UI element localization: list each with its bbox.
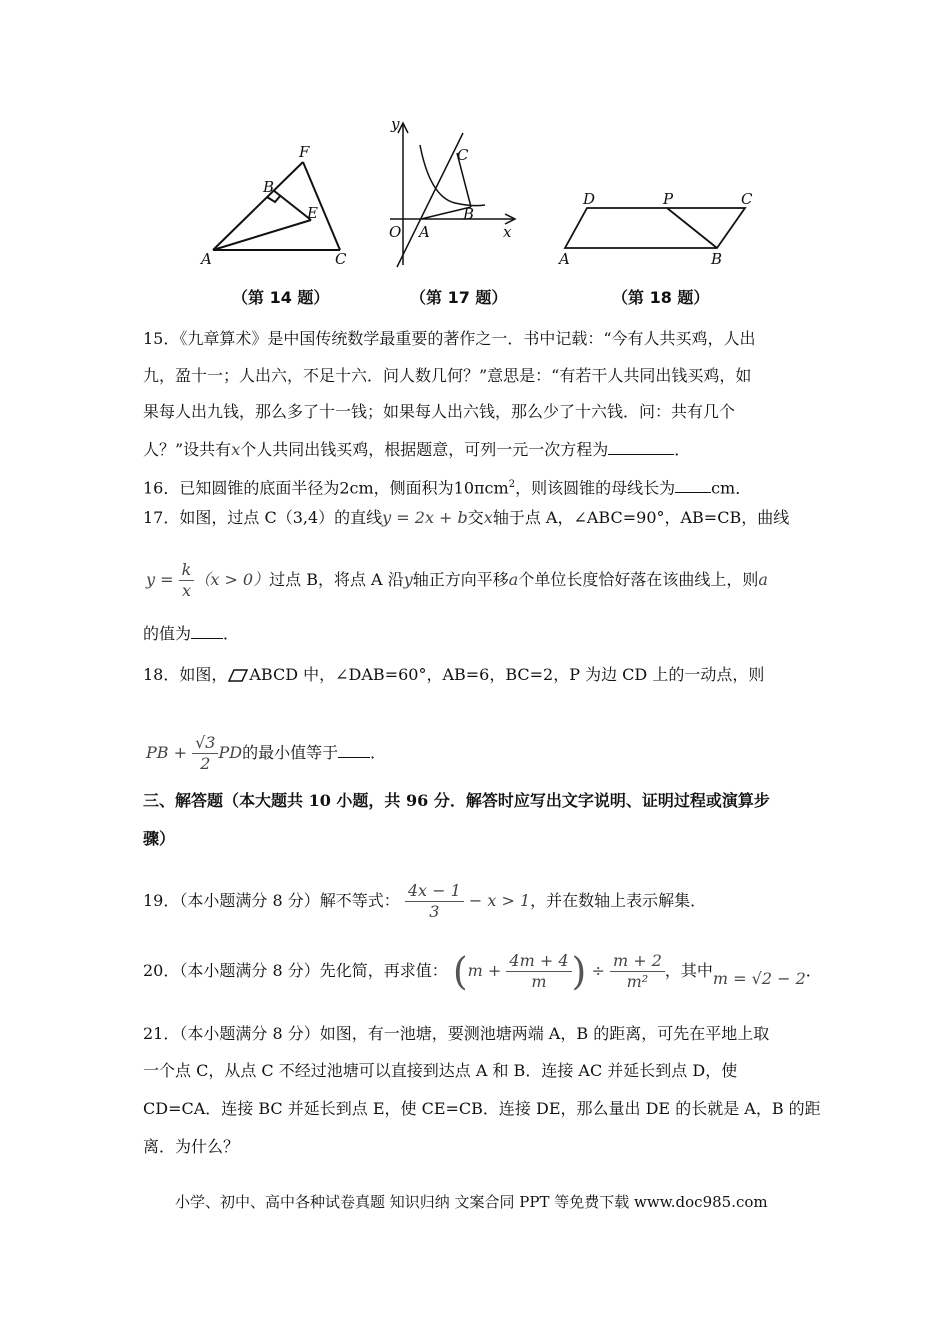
q17-frac-num: k: [179, 560, 195, 581]
q20-div: ÷: [591, 961, 605, 980]
q15-answer-blank[interactable]: [608, 438, 674, 455]
q17-answer-blank[interactable]: [191, 622, 223, 639]
q20-frac1-den: m: [531, 972, 547, 991]
fig17-label-c: C: [457, 146, 469, 164]
q17-fraction: [179, 560, 195, 601]
q18-text-a: 18．如图，: [143, 665, 228, 684]
q18-pd: PD: [218, 743, 243, 762]
q19-tail: − x > 1: [468, 891, 531, 910]
q17-var-a2: a: [758, 570, 768, 589]
q17-text-c: 轴于点 A，∠ABC=90°，AB=CB，曲线: [492, 508, 790, 527]
fig18-label-b: B: [711, 250, 723, 268]
q16-line: [143, 474, 751, 499]
q17-text-2a: 过点 B，将点 A 沿: [269, 570, 404, 589]
q16-text-c: cm．: [711, 478, 752, 498]
q20-text-a: 20．（本小题满分 8 分）先化简，再求值：: [143, 961, 448, 980]
fig17-label-a: A: [419, 223, 430, 241]
q15-text-b: 个人共同出钱买鸡，根据题意，可列一元一次方程为: [240, 440, 609, 459]
q16-answer-blank[interactable]: [675, 476, 711, 493]
section-3-heading-line-1: 三、解答题（本大题共 10 小题，共 96 分．解答时应写出文字说明、证明过程或演算步: [143, 791, 770, 810]
fig14-label-c: C: [335, 250, 347, 268]
q20-text-b: ，其中: [664, 961, 713, 980]
q15-line-3: 果每人出九钱，那么多了十一钱；如果每人出六钱，那么少了十六钱．问：共有几个: [143, 402, 736, 421]
q18-pb: PB +: [146, 743, 188, 762]
q18-text-2: 的最小值等于: [242, 743, 339, 762]
fig14-label-a: A: [201, 250, 212, 268]
q17-line-equation: y = 2x + b: [382, 508, 468, 527]
figure-14: [195, 140, 355, 270]
q18-answer-blank[interactable]: [338, 741, 370, 758]
q20-value: m = √2 − 2: [712, 969, 806, 988]
parallelogram-icon: [227, 667, 249, 683]
q17-text-2c: 个单位长度恰好落在该曲线上，则: [518, 570, 759, 589]
q18-line-1: [143, 664, 764, 686]
q21-line-2: 一个点 C，从点 C 不经过池塘可以直接到达点 A 和 B．连接 AC 并延长到点 D，使: [143, 1061, 738, 1080]
q20-fraction-1: [506, 951, 571, 992]
fig14-caption: （第 14 题）: [232, 288, 330, 307]
q17-var-a: a: [508, 570, 519, 589]
figure-17: [385, 115, 520, 275]
page-footer: 小学、初中、高中各种试卷真题 知识归纳 文案合同 PPT 等免费下载 www.doc985.com: [175, 1193, 768, 1211]
q15-text-end: ．: [674, 440, 691, 459]
q20-m: m +: [467, 961, 502, 980]
q17-line-2: [146, 557, 768, 603]
fig14-label-f: F: [299, 143, 310, 161]
q20-line: [143, 946, 822, 997]
fig17-label-x: x: [503, 223, 512, 241]
q17-frac-den: x: [181, 581, 191, 600]
q19-frac-den: 3: [429, 902, 440, 921]
q19-text-a: 19．（本小题满分 8 分）解不等式：: [143, 891, 400, 910]
fig17-label-y: y: [391, 115, 400, 133]
q17-text-3-end: ．: [223, 624, 240, 643]
q20-text-end: ．: [805, 961, 822, 980]
fig14-label-e: E: [307, 204, 318, 222]
fig18-caption: （第 18 题）: [612, 288, 710, 307]
q15-var-x: x: [231, 440, 241, 459]
q21-line-4: 离．为什么？: [143, 1137, 240, 1156]
fig18-label-a: A: [559, 250, 570, 268]
q19-frac-num: 4x − 1: [405, 881, 464, 902]
q20-frac1-num: 4m + 4: [506, 951, 571, 972]
q17-line-1: [143, 507, 789, 529]
fig17-caption: （第 17 题）: [410, 288, 508, 307]
q17-text-b: 交: [467, 508, 484, 527]
q18-line-2: [146, 730, 386, 776]
q17-text-a: 17．如图，过点 C（3,4）的直线: [143, 508, 383, 527]
q20-frac2-num: m + 2: [610, 951, 665, 972]
q17-text-2b: 轴正方向平移: [412, 570, 509, 589]
q17-var-y: y: [403, 570, 413, 589]
q16-text-b: ，则该圆锥的母线长为: [515, 478, 676, 498]
q16-sup: 2: [508, 479, 516, 490]
q18-text-b: ABCD 中，∠DAB=60°，AB=6，BC=2，P 为边 CD 上的一动点，则: [249, 665, 765, 684]
q17-var-x: x: [483, 508, 493, 527]
fig14-label-b: B: [263, 178, 275, 196]
fig17-label-b: B: [463, 205, 475, 223]
q20-fraction-2: [610, 951, 665, 992]
q16-text-a: 16．已知圆锥的底面半径为2cm，侧面积为10πcm: [143, 478, 509, 498]
q21-line-3: CD=CA．连接 BC 并延长到点 E，使 CE=CB．连接 DE，那么量出 DE 的长就是 A，B 的距: [143, 1099, 821, 1118]
q15-line-4: [143, 438, 690, 461]
q19-text-b: ，并在数轴上表示解集．: [530, 891, 707, 910]
q19-fraction: [405, 881, 464, 922]
q17-text-3: 的值为: [143, 624, 192, 643]
q17-y-eq: y =: [146, 570, 174, 589]
q15-text-a: 人？”设共有: [143, 440, 232, 459]
q20-paren-right: ): [571, 949, 587, 994]
figure-18: [555, 190, 760, 270]
q20-paren-left: (: [452, 949, 468, 994]
q21-line-1: 21．（本小题满分 8 分）如图，有一池塘，要测池塘两端 A，B 的距离，可先在平地上取: [143, 1024, 770, 1043]
q20-frac2-den: m²: [626, 972, 649, 991]
q17-line-3: [143, 622, 239, 645]
section-3-heading-line-2: 骤）: [143, 829, 176, 848]
q15-line-1: 15．《九章算术》是中国传统数学最重要的著作之一．书中记载：“今有人共买鸡，人出: [143, 329, 756, 348]
q18-fraction: [192, 733, 218, 774]
q18-frac-num: √3: [192, 733, 218, 754]
fig18-label-p: P: [663, 190, 674, 208]
q15-line-2: 九，盈十一；人出六，不足十六．问人数几何？”意思是：“有若干人共同出钱买鸡，如: [143, 366, 752, 385]
fig18-label-d: D: [583, 190, 596, 208]
fig18-label-c: C: [741, 190, 753, 208]
q17-condition: （x > 0）: [194, 570, 270, 589]
q19-line: [143, 878, 706, 924]
fig17-label-o: O: [389, 223, 402, 241]
q18-text-2-end: ．: [370, 743, 387, 762]
q18-frac-den: 2: [200, 754, 211, 773]
